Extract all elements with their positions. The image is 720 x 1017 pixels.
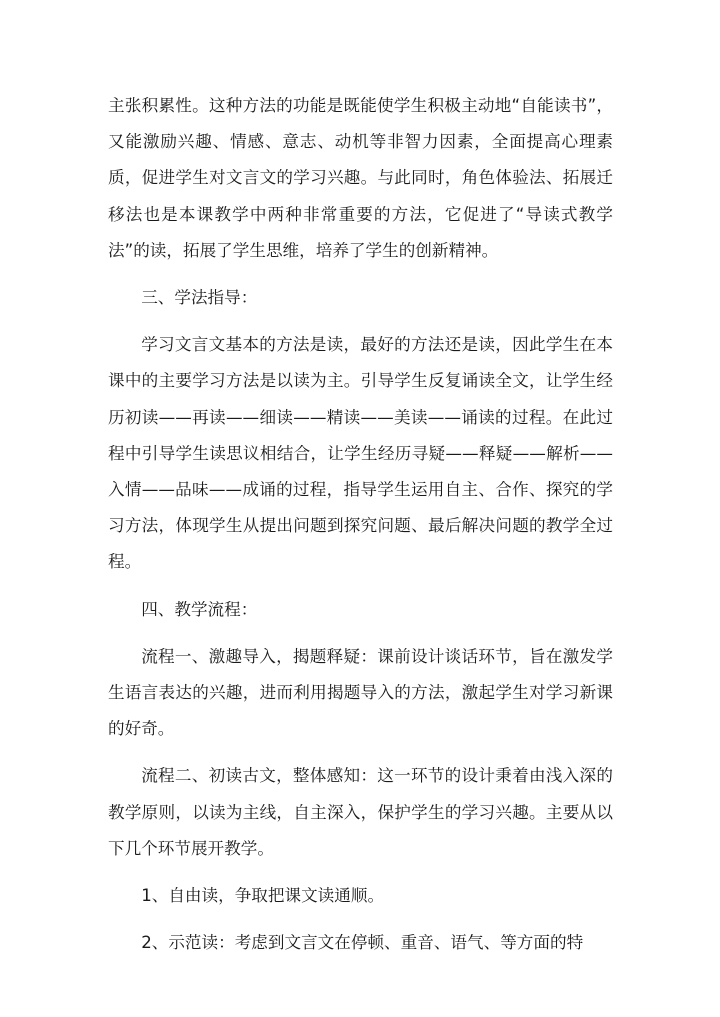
paragraph-step-1: 1、自由读，争取把课文读通顺。 (141, 886, 385, 906)
document-body (108, 88, 613, 961)
paragraph-flow-2: 流程二、初读古文，整体感知：这一环节的设计秉着由浅入深的教学原则，以读为主线，自主深入，保护学生的学习兴趣。主要从以下几个环节展开教学。 (108, 766, 613, 858)
paragraph-study-method: 学习文言文基本的方法是读，最好的方法还是读，因此学生在本课中的主要学习方法是以读为主。引导学生反复诵读全文，让学生经历初读——再读——细读——精读——美读——诵读的过程。在此过程中引导学生读思议相结合，让学生经历寻疑——释疑——解析——入情——品味——成诵的过程，指导学生运用自主、合作、探究的学习方法，体现学生从提出问题到探究问题、最后解决问题的教学全过程。 (108, 335, 613, 572)
heading-teaching-flow: 四、教学流程： (141, 599, 258, 619)
paragraph-step-2: 2、示范读：考虑到文言文在停顿、重音、语气、等方面的特 (141, 933, 584, 953)
paragraph-flow-1: 流程一、激趣导入，揭题释疑：课前设计谈话环节，旨在激发学生语言表达的兴趣，进而利用揭题导入的方法，激起学生对学习新课的好奇。 (108, 646, 613, 739)
paragraph-continuation: 主张积累性。这种方法的功能是既能使学生积极主动地“自能读书”，又能激励兴趣、情感、意志、动机等非智力因素，全面提高心理素质，促进学生对文言文的学习兴趣。与此同时，角色体验法、拓展迁移法也是本课教学中两种非常重要的方法，它促进了“导读式教学法”的读，拓展了学生思维，培养了学生的创新精神。 (108, 96, 613, 260)
heading-study-method: 三、学法指导： (141, 288, 258, 308)
